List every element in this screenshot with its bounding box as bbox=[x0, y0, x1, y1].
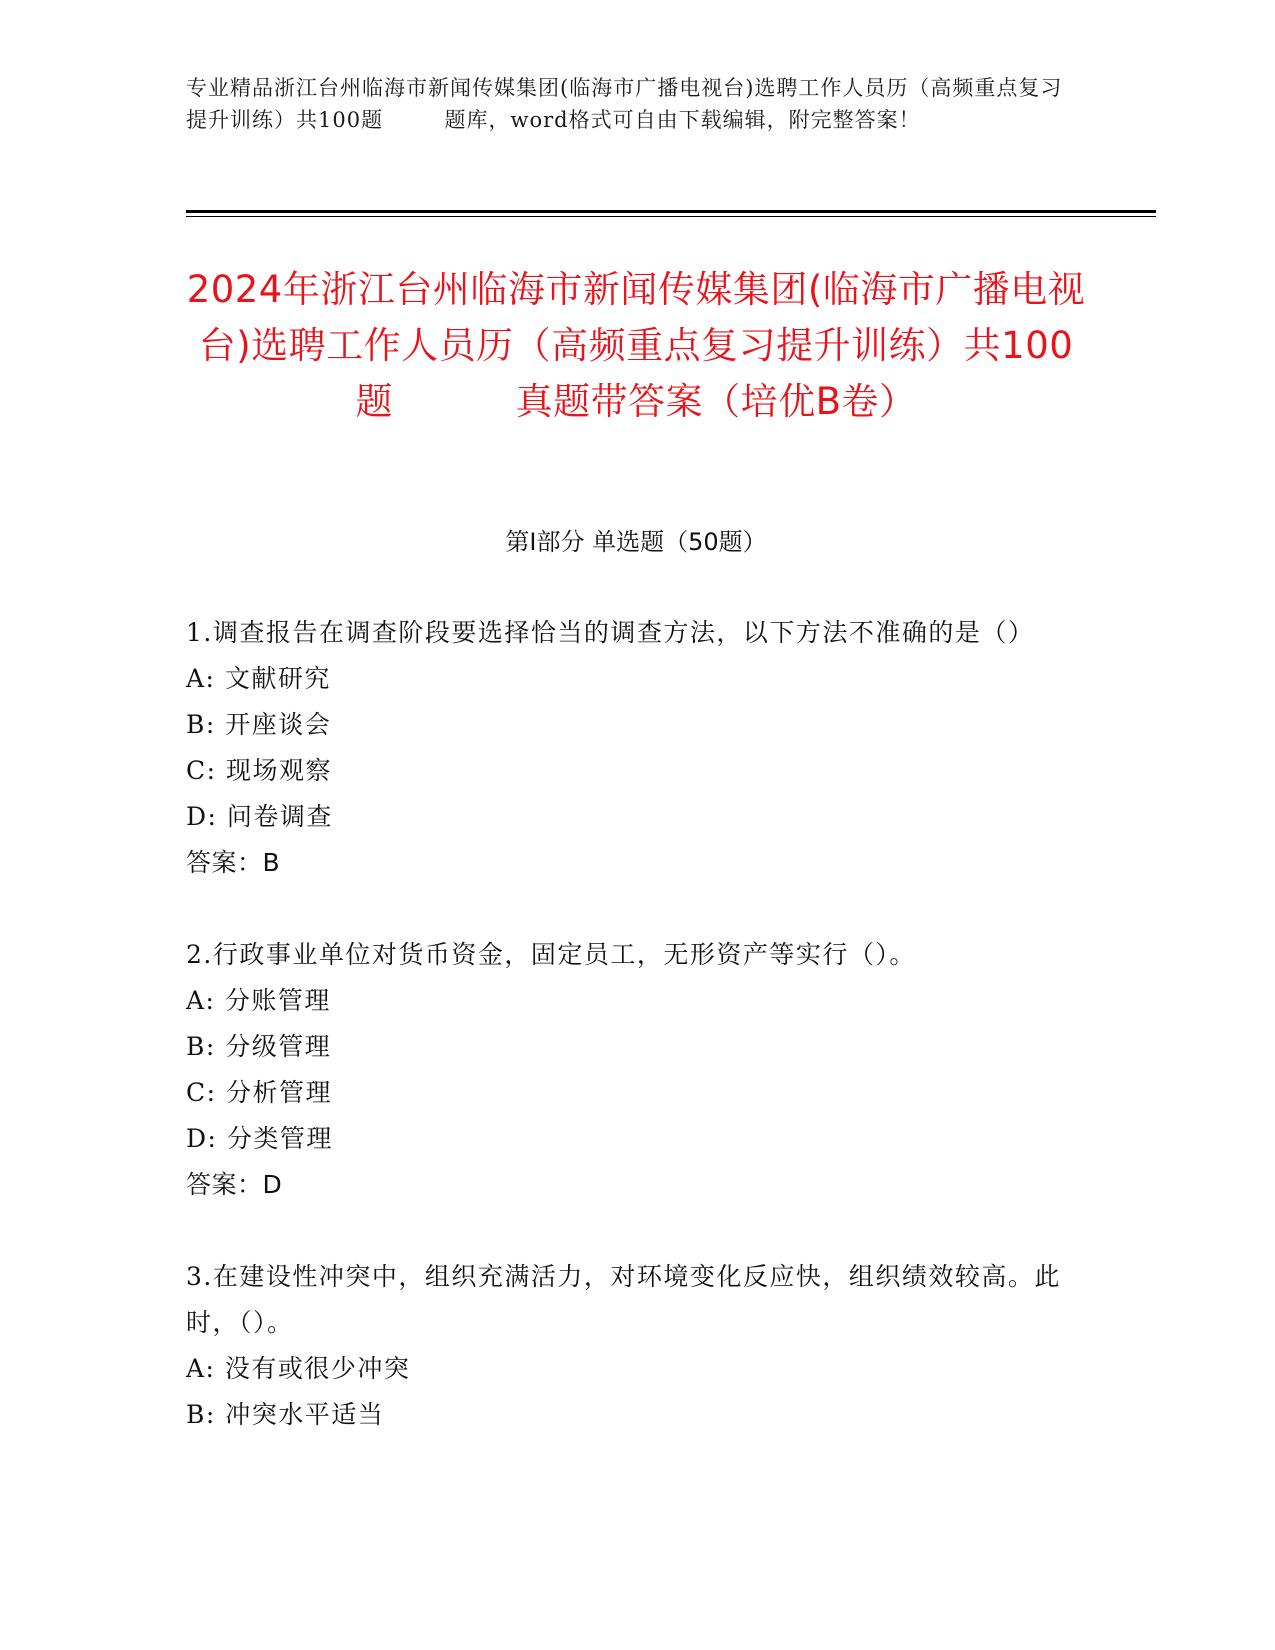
header-divider-thin bbox=[186, 216, 1156, 217]
header-note: 专业精品浙江台州临海市新闻传媒集团(临海市广播电视台)选聘工作人员历（高频重点复习提升训练）共100题 题库，word格式可自由下载编辑，附完整答案！ bbox=[186, 76, 1063, 132]
option-a: A: 没有或很少冲突 bbox=[186, 1354, 411, 1383]
question-stem: 1.调查报告在调查阶段要选择恰当的调查方法，以下方法不准确的是（） bbox=[186, 618, 1035, 647]
question-3 bbox=[186, 1254, 1076, 1438]
answer: 答案：D bbox=[186, 1170, 283, 1199]
question-stem: 2.行政事业单位对货币资金，固定员工，无形资产等实行（）。 bbox=[186, 940, 916, 969]
option-b: B: 冲突水平适当 bbox=[186, 1400, 385, 1429]
header-divider-thick bbox=[186, 210, 1156, 213]
option-d: D: 分类管理 bbox=[186, 1124, 333, 1153]
document-title: 2024年浙江台州临海市新闻传媒集团(临海市广播电视台)选聘工作人员历（高频重点复习提升训练）共100题 真题带答案（培优B卷） bbox=[186, 268, 1086, 423]
section-title: 第Ⅰ部分 单选题（50题） bbox=[505, 528, 767, 556]
option-d: D: 问卷调查 bbox=[186, 802, 333, 831]
option-b: B: 开座谈会 bbox=[186, 710, 332, 739]
question-1 bbox=[186, 610, 1076, 886]
question-stem: 3.在建设性冲突中，组织充满活力，对环境变化反应快，组织绩效较高。此时，（）。 bbox=[186, 1262, 1061, 1337]
option-a: A: 分账管理 bbox=[186, 986, 331, 1015]
question-list bbox=[186, 610, 1076, 1484]
option-b: B: 分级管理 bbox=[186, 1032, 332, 1061]
option-c: C: 分析管理 bbox=[186, 1078, 332, 1107]
question-2 bbox=[186, 932, 1076, 1208]
answer: 答案：B bbox=[186, 848, 281, 877]
option-c: C: 现场观察 bbox=[186, 756, 332, 785]
option-a: A: 文献研究 bbox=[186, 664, 331, 693]
